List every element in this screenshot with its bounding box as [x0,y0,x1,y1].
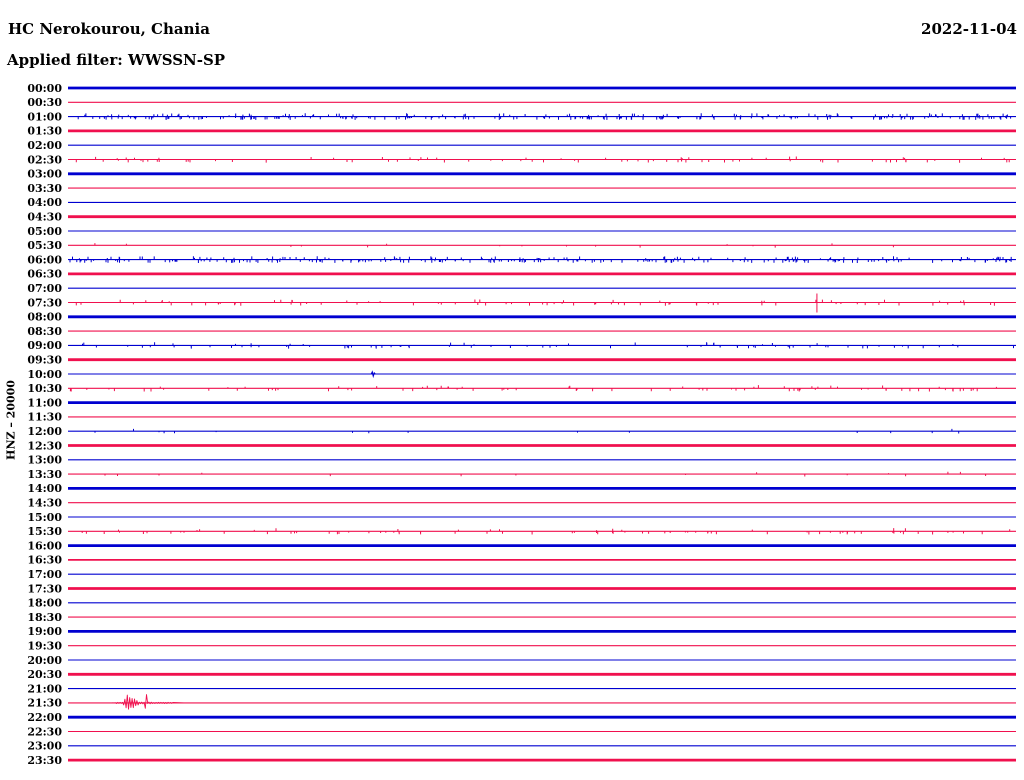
row-label: 20:30 [27,668,62,682]
row-label: 15:30 [27,525,62,539]
y-axis-label: HNZ – 20000 [4,380,18,460]
row-label: 19:30 [27,639,62,653]
row-label: 13:30 [27,467,62,481]
row-label: 22:30 [27,725,62,739]
row-label: 22:00 [27,711,62,724]
row-label: 16:00 [27,539,62,553]
row-label: 23:00 [27,739,62,753]
row-label: 02:00 [27,139,62,152]
row-label: 18:30 [27,610,62,624]
row-label: 17:30 [27,582,62,596]
row-label: 19:00 [27,625,62,639]
row-label: 21:00 [27,682,62,696]
row-label: 09:30 [27,353,62,367]
row-label: 07:00 [27,282,62,295]
row-label: 17:00 [27,568,62,581]
date-label: 2022-11-04 [921,20,1017,38]
row-label: 00:00 [27,81,62,95]
row-label: 03:30 [27,181,62,195]
event-burst [112,695,184,710]
row-label: 01:00 [27,110,62,124]
row-label: 05:00 [27,224,62,238]
row-label: 08:00 [27,310,62,324]
row-label: 15:00 [27,510,62,524]
row-label: 20:00 [27,653,62,667]
station-title: HC Nerokourou, Chania [8,20,210,38]
row-label: 04:30 [27,210,62,224]
row-label: 08:30 [27,324,62,338]
row-label: 18:00 [27,596,62,610]
row-label: 09:00 [27,339,62,353]
row-label: 23:30 [27,753,62,767]
row-label: 10:00 [27,367,62,381]
row-label: 01:30 [27,124,62,138]
row-label: 16:30 [27,553,62,567]
row-label: 12:00 [27,425,62,438]
row-label: 14:00 [27,482,62,496]
row-label: 21:30 [27,696,62,710]
row-label: 02:30 [27,153,62,167]
row-label: 14:30 [27,496,62,510]
row-label: 13:00 [27,453,62,467]
row-label: 04:00 [27,196,62,210]
row-label: 06:00 [27,253,62,267]
row-label: 05:30 [27,239,62,253]
row-label: 10:30 [27,382,62,396]
event-blip [371,372,375,376]
row-label: 12:30 [27,439,62,453]
row-label: 11:00 [27,396,62,410]
row-label: 11:30 [27,410,62,424]
row-label: 07:30 [27,296,62,310]
row-label: 03:00 [27,167,62,181]
row-label: 06:30 [27,267,62,281]
filter-label: Applied filter: WWSSN-SP [7,51,226,69]
row-label: 00:30 [27,96,62,110]
